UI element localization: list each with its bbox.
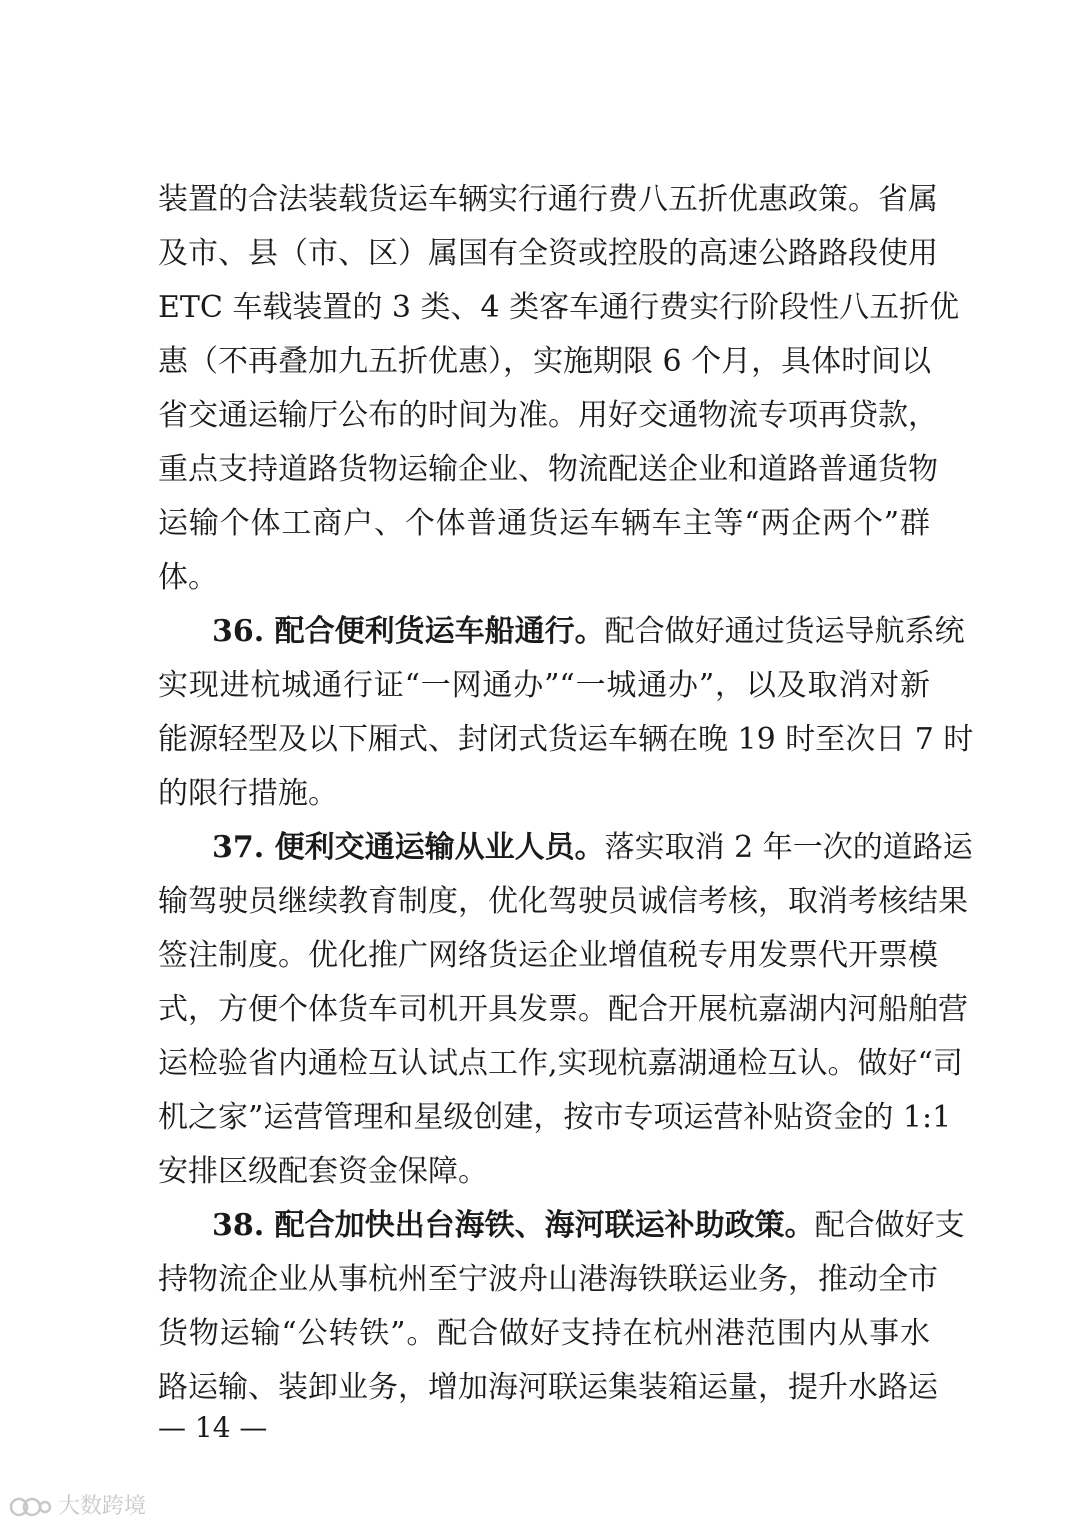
watermark — [8, 1492, 146, 1522]
page-number: — 14 — — [158, 1411, 268, 1444]
body-line: 机之家”运营管理和星级创建，按市专项运营补贴资金的 1:1 — [158, 1100, 952, 1135]
body-line: 体。 — [158, 560, 218, 595]
body-line: 运检验省内通检互认试点工作,实现杭嘉湖通检互认。做好“司 — [158, 1046, 963, 1081]
section-38-line — [158, 1199, 965, 1253]
body-line: 安排区级配套资金保障。 — [158, 1154, 488, 1189]
section-heading: 38. 配合加快出台海铁、海河联运补助政策。 — [212, 1208, 815, 1243]
body-line: 签注制度。优化推广网络货运企业增值税专用发票代开票模 — [158, 938, 938, 973]
body-line: 货物运输“公转铁”。配合做好支持在杭州港范围内从事水 — [158, 1316, 930, 1351]
section-text: 落实取消 2 年一次的道路运 — [604, 830, 973, 865]
body-line: 的限行措施。 — [158, 776, 338, 811]
body-line: 能源轻型及以下厢式、封闭式货运车辆在晚 19 时至次日 7 时 — [158, 722, 974, 757]
body-line: ETC 车载装置的 3 类、4 类客车通行费实行阶段性八五折优 — [158, 290, 960, 325]
body-line: 输驾驶员继续教育制度，优化驾驶员诚信考核，取消考核结果 — [158, 884, 968, 919]
body-line: 及市、县（市、区）属国有全资或控股的高速公路路段使用 — [158, 236, 938, 271]
body-line: 运输个体工商户、个体普通货运车辆车主等“两企两个”群 — [158, 506, 930, 541]
section-36-line — [158, 605, 965, 659]
body-line: 实现进杭城通行证“一网通办”“一城通办”，以及取消对新 — [158, 668, 930, 703]
body-line: 持物流企业从事杭州至宁波舟山港海铁联运业务，推动全市 — [158, 1262, 938, 1297]
watermark-text: 大数跨境 — [58, 1494, 147, 1519]
section-heading: 36. 配合便利货运车船通行。 — [212, 614, 605, 649]
watermark-logo-icon — [8, 1495, 52, 1519]
document-body — [158, 173, 974, 1415]
body-line: 路运输、装卸业务，增加海河联运集装箱运量，提升水路运 — [158, 1370, 938, 1405]
body-line: 重点支持道路货物运输企业、物流配送企业和道路普通货物 — [158, 452, 938, 487]
section-text: 配合做好通过货运导航系统 — [604, 614, 965, 649]
body-line: 省交通运输厅公布的时间为准。用好交通物流专项再贷款， — [158, 398, 938, 433]
section-heading: 37. 便利交通运输从业人员。 — [212, 830, 605, 865]
section-text: 配合做好支 — [814, 1208, 965, 1243]
body-line: 惠（不再叠加九五折优惠），实施期限 6 个月，具体时间以 — [158, 344, 932, 379]
section-37-line — [158, 821, 973, 875]
body-line: 式，方便个体货车司机开具发票。配合开展杭嘉湖内河船舶营 — [158, 992, 968, 1027]
body-line: 装置的合法装载货运车辆实行通行费八五折优惠政策。省属 — [158, 182, 938, 217]
